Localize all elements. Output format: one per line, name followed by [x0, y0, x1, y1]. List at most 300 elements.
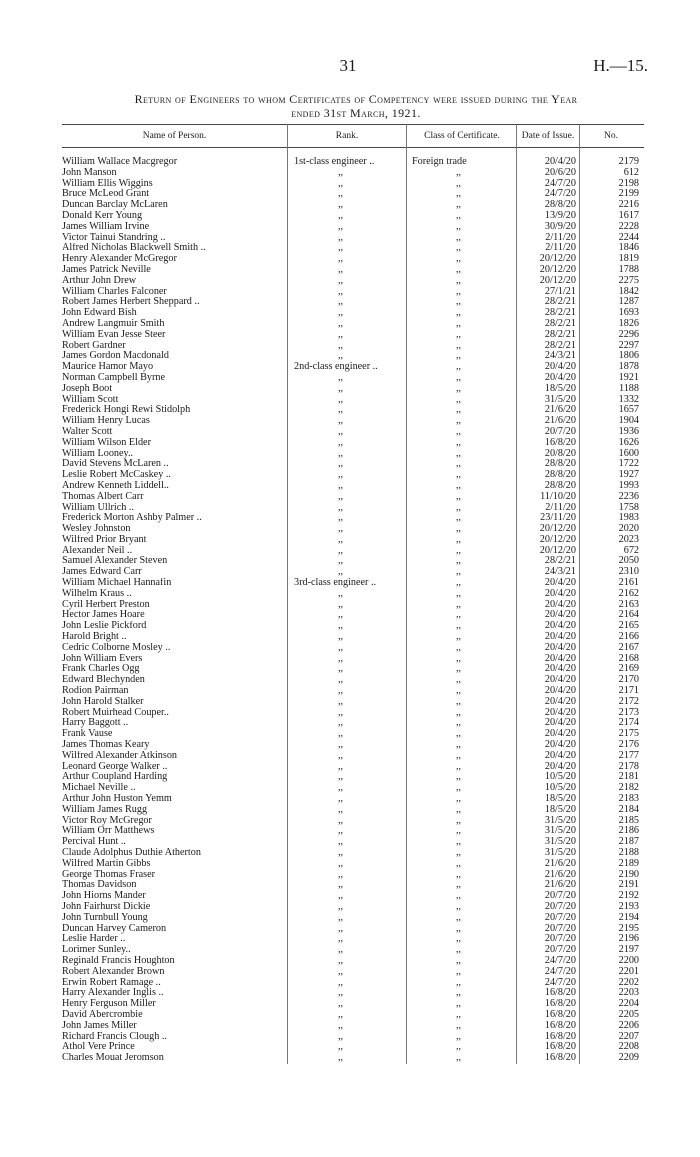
cell-number: 2296	[618, 328, 639, 340]
cell-class: ,,	[456, 848, 462, 858]
cell-number: 1758	[618, 501, 639, 513]
cell-name: Thomas Albert Carr	[62, 491, 144, 502]
cell-class: ,,	[456, 955, 462, 966]
cell-number: 2206	[618, 1019, 639, 1031]
cell-number: 2172	[618, 695, 639, 707]
cell-rank: ,,	[338, 696, 344, 707]
cell-date: 28/2/21	[544, 328, 576, 340]
cell-name: William Wilson Elder	[62, 437, 151, 448]
cell-date: 20/4/20	[544, 695, 576, 707]
cell-name: John Harold Stalker	[62, 696, 144, 707]
cell-name: John Turnbull Young	[62, 912, 148, 923]
cell-number: 2310	[618, 566, 639, 578]
cell-rank: ,,	[338, 254, 344, 265]
cell-class: ,,	[456, 394, 462, 405]
cell-rank: ,,	[338, 200, 344, 211]
cell-date: 28/2/21	[544, 339, 576, 351]
cell-name: Erwin Robert Ramage ..	[62, 977, 161, 988]
cell-class: ,,	[456, 707, 462, 718]
cell-class: ,,	[456, 318, 462, 329]
cell-rank: ,,	[338, 189, 344, 200]
table-body	[62, 157, 644, 1064]
cell-rank: ,,	[338, 448, 344, 459]
cell-rank: ,,	[338, 783, 344, 794]
cell-name: Duncan Harvey Cameron	[62, 923, 167, 934]
cell-rank: ,,	[338, 837, 344, 848]
cell-rank: ,,	[338, 999, 344, 1010]
cell-date: 30/9/20	[544, 220, 576, 232]
cell-number: 1600	[618, 447, 639, 459]
cell-name: Frank Vause	[62, 729, 113, 740]
cell-number: 2182	[618, 782, 639, 794]
cell-name: Victor Tainui Standring ..	[62, 232, 166, 243]
cell-rank: ,,	[338, 372, 344, 383]
cell-rank: ,,	[338, 567, 344, 578]
cell-number: 1993	[618, 479, 639, 491]
cell-rank: ,,	[338, 664, 344, 675]
cell-class: ,,	[456, 923, 462, 934]
cell-rank: ,,	[338, 977, 344, 988]
cell-name: Charles Mouat Jeromson	[62, 1053, 164, 1064]
cell-class: ,,	[456, 264, 462, 275]
cell-number: 2207	[618, 1030, 639, 1042]
cell-date: 20/4/20	[544, 739, 576, 751]
cell-number: 2189	[618, 857, 639, 869]
cell-number: 2178	[618, 760, 639, 772]
cell-name: Arthur Coupland Harding	[62, 772, 168, 783]
cell-rank: ,,	[338, 794, 344, 805]
cell-rank: ,,	[338, 729, 344, 740]
cell-rank: ,,	[338, 1020, 344, 1031]
cell-rank: ,,	[338, 513, 344, 524]
cell-name: Edward Blechynden	[62, 675, 145, 686]
cell-class: ,,	[456, 588, 462, 599]
cell-rank: ,,	[338, 740, 344, 751]
cell-class: ,,	[456, 189, 462, 200]
cell-number: 2196	[618, 933, 639, 945]
cell-class: ,,	[456, 167, 462, 178]
cell-number: 2190	[618, 868, 639, 880]
cell-class: ,,	[456, 977, 462, 988]
cell-number: 1904	[618, 415, 639, 427]
cell-number: 2200	[618, 954, 639, 966]
cell-rank: ,,	[338, 826, 344, 837]
cell-number: 1626	[618, 436, 639, 448]
cell-class: ,,	[456, 254, 462, 265]
cell-date: 20/12/20	[539, 253, 576, 265]
cell-rank: ,,	[338, 405, 344, 416]
cell-date: 20/7/20	[544, 890, 576, 902]
cell-class: ,,	[456, 696, 462, 707]
cell-class: ,,	[456, 502, 462, 513]
cell-date: 20/7/20	[544, 425, 576, 437]
cell-date: 20/4/20	[544, 577, 576, 589]
cell-date: 20/4/20	[544, 587, 576, 599]
cell-class: ,,	[456, 718, 462, 729]
cell-name: William Orr Matthews	[62, 826, 155, 837]
cell-date: 28/8/20	[544, 458, 576, 470]
cell-rank: ,,	[338, 848, 344, 858]
cell-class: ,,	[456, 988, 462, 999]
table-row	[62, 168, 644, 179]
table-row	[62, 384, 644, 395]
cell-date: 18/5/20	[544, 803, 576, 815]
cell-class: ,,	[456, 945, 462, 956]
cell-number: 2165	[618, 620, 639, 632]
cell-rank: ,,	[338, 610, 344, 621]
cell-name: Alfred Nicholas Blackwell Smith ..	[62, 243, 206, 254]
cell-class: ,,	[456, 275, 462, 286]
cell-date: 20/7/20	[544, 944, 576, 956]
cell-number: 2175	[618, 728, 639, 740]
cell-name: Bruce McLeod Grant	[62, 189, 150, 200]
cell-name: Norman Campbell Byrne	[62, 372, 165, 383]
cell-name: John Leslie Pickford	[62, 621, 147, 632]
cell-name: William Ellis Wiggins	[62, 178, 153, 189]
cell-rank: ,,	[338, 966, 344, 977]
cell-class: ,,	[456, 416, 462, 427]
cell-date: 21/6/20	[544, 404, 576, 416]
cell-class: ,,	[456, 1020, 462, 1031]
cell-name: George Thomas Fraser	[62, 869, 155, 880]
cell-name: John Edward Bish	[62, 308, 137, 319]
cell-number: 2198	[618, 177, 639, 189]
cell-name: David Abercrombie	[62, 1009, 143, 1020]
cell-number: 1846	[618, 242, 639, 254]
cell-number: 1657	[618, 404, 639, 416]
page-number: 31	[339, 56, 357, 75]
cell-name: Claude Adolphus Duthie Atherton	[62, 848, 201, 858]
cell-class: ,,	[456, 1009, 462, 1020]
cell-rank: ,,	[338, 988, 344, 999]
cell-class: ,,	[456, 480, 462, 491]
cell-rank: 1st-class engineer ..	[294, 157, 375, 167]
cell-rank: ,,	[338, 426, 344, 437]
cell-date: 24/7/20	[544, 188, 576, 200]
cell-date: 31/5/20	[544, 836, 576, 848]
cell-class: ,,	[456, 243, 462, 254]
cell-number: 672	[623, 544, 639, 556]
cell-number: 2236	[618, 490, 639, 502]
cell-name: William James Rugg	[62, 804, 148, 815]
cell-date: 20/4/20	[544, 685, 576, 697]
cell-date: 21/6/20	[544, 415, 576, 427]
cell-class: ,,	[456, 804, 462, 815]
cell-rank: ,,	[338, 470, 344, 481]
cell-name: Frank Charles Ogg	[62, 664, 140, 675]
cell-name: Leslie Harder ..	[62, 934, 126, 945]
cell-date: 20/8/20	[544, 447, 576, 459]
cell-name: Cedric Colborne Mosley ..	[62, 642, 171, 653]
cell-class: ,,	[456, 286, 462, 297]
cell-rank: ,,	[338, 318, 344, 329]
cell-class: ,,	[456, 912, 462, 923]
cell-class: ,,	[456, 621, 462, 632]
cell-number: 2197	[618, 944, 639, 956]
table-row	[62, 751, 644, 762]
cell-number: 2177	[618, 749, 639, 761]
cell-number: 2202	[618, 976, 639, 988]
cell-date: 20/7/20	[544, 900, 576, 912]
cell-class: ,,	[456, 221, 462, 232]
cell-date: 18/5/20	[544, 382, 576, 394]
cell-number: 2167	[618, 641, 639, 653]
cell-class: ,,	[456, 329, 462, 340]
cell-rank: ,,	[338, 394, 344, 405]
cell-rank: ,,	[338, 167, 344, 178]
cell-rank: ,,	[338, 891, 344, 902]
cell-date: 28/2/21	[544, 317, 576, 329]
table-row	[62, 1021, 644, 1032]
cell-class: ,,	[456, 448, 462, 459]
cell-name: Samuel Alexander Steven	[62, 556, 168, 567]
cell-date: 28/8/20	[544, 469, 576, 481]
cell-number: 1188	[619, 382, 639, 394]
cell-rank: ,,	[338, 923, 344, 934]
cell-date: 28/8/20	[544, 479, 576, 491]
cell-date: 20/4/20	[544, 371, 576, 383]
cell-date: 27/1/21	[544, 285, 576, 297]
cell-date: 20/4/20	[544, 749, 576, 761]
cell-number: 2163	[618, 598, 639, 610]
cell-class: ,,	[456, 761, 462, 772]
cell-name: Leslie Robert McCaskey ..	[62, 470, 171, 481]
cell-name: Wesley Johnston	[62, 524, 131, 535]
cell-rank: ,,	[338, 901, 344, 912]
cell-date: 20/4/20	[544, 641, 576, 653]
cell-date: 20/4/20	[544, 728, 576, 740]
cell-rank: ,,	[338, 955, 344, 966]
cell-date: 20/4/20	[544, 674, 576, 686]
cell-class: ,,	[456, 383, 462, 394]
cell-name: Alexander Neil ..	[62, 545, 133, 556]
cell-date: 23/11/20	[540, 512, 576, 524]
cell-name: John Fairhurst Dickie	[62, 901, 151, 912]
cell-date: 20/4/20	[544, 717, 576, 729]
cell-rank: ,,	[338, 491, 344, 502]
cell-name: Frederick Morton Ashby Palmer ..	[62, 513, 202, 524]
cell-name: Robert Muirhead Couper..	[62, 707, 169, 718]
title-line-2: ended 31st March, 1921.	[291, 106, 421, 120]
cell-rank: ,,	[338, 286, 344, 297]
cell-class: ,,	[456, 750, 462, 761]
cell-number: 2174	[618, 717, 639, 729]
cell-number: 2199	[618, 188, 639, 200]
cell-number: 1826	[618, 317, 639, 329]
cell-rank: ,,	[338, 459, 344, 470]
cell-rank: ,,	[338, 264, 344, 275]
cell-date: 28/2/21	[544, 307, 576, 319]
cell-date: 20/12/20	[539, 263, 576, 275]
cell-rank: ,,	[338, 934, 344, 945]
cell-name: Reginald Francis Houghton	[62, 955, 175, 966]
cell-number: 2023	[618, 533, 639, 545]
cell-name: Rodion Pairman	[62, 686, 129, 697]
cell-class: ,,	[456, 362, 462, 373]
cell-rank: ,,	[338, 308, 344, 319]
cell-number: 2244	[618, 231, 639, 243]
cell-class: ,,	[456, 999, 462, 1010]
cell-name: William Charles Falconer	[62, 286, 167, 297]
cell-class: ,,	[456, 729, 462, 740]
cell-rank: ,,	[338, 858, 344, 869]
cell-number: 2181	[618, 771, 639, 783]
cell-name: Michael Neville ..	[62, 783, 136, 794]
cell-name: Wilhelm Kraus ..	[62, 588, 132, 599]
cell-number: 2164	[618, 609, 639, 621]
cell-date: 20/4/20	[544, 631, 576, 643]
cell-rank: ,,	[338, 804, 344, 815]
cell-date: 20/4/20	[544, 620, 576, 632]
cell-class: ,,	[456, 534, 462, 545]
cell-rank: ,,	[338, 297, 344, 308]
cell-name: Victor Roy McGregor	[62, 815, 152, 826]
cell-name: Henry Alexander McGregor	[62, 254, 177, 265]
cell-date: 21/6/20	[544, 879, 576, 891]
cell-name: Lorimer Sunley..	[62, 945, 131, 956]
cell-name: Harold Bright ..	[62, 632, 127, 643]
cell-number: 2203	[618, 987, 639, 999]
cell-date: 10/5/20	[544, 771, 576, 783]
cell-class: ,,	[456, 772, 462, 783]
document-title	[56, 92, 656, 120]
cell-number: 2208	[618, 1041, 639, 1053]
cell-number: 1332	[618, 393, 639, 405]
document-reference: H.—15.	[593, 56, 648, 75]
table-row	[62, 805, 644, 816]
cell-class: ,,	[456, 437, 462, 448]
cell-name: Henry Ferguson Miller	[62, 999, 156, 1010]
cell-date: 10/5/20	[544, 782, 576, 794]
cell-date: 28/2/21	[544, 296, 576, 308]
cell-number: 2205	[618, 1008, 639, 1020]
cell-class: ,,	[456, 664, 462, 675]
cell-rank: ,,	[338, 1042, 344, 1053]
cell-name: James William Irvine	[62, 221, 150, 232]
header-date: Date of Issue.	[521, 131, 575, 141]
cell-name: John William Evers	[62, 653, 143, 664]
cell-rank: 3rd-class engineer ..	[294, 578, 377, 589]
cell-name: Wilfred Alexander Atkinson	[62, 750, 178, 761]
cell-date: 16/8/20	[544, 998, 576, 1010]
cell-date: 20/7/20	[544, 911, 576, 923]
cell-name: Wilfred Prior Bryant	[62, 534, 147, 545]
cell-number: 2185	[618, 814, 639, 826]
cell-date: 16/8/20	[544, 1041, 576, 1053]
cell-name: William Ullrich ..	[62, 502, 135, 513]
cell-date: 16/8/20	[544, 436, 576, 448]
cell-date: 31/5/20	[544, 847, 576, 858]
cell-date: 20/7/20	[544, 922, 576, 934]
cell-date: 16/8/20	[544, 1008, 576, 1020]
cell-rank: ,,	[338, 437, 344, 448]
cell-number: 1842	[618, 285, 639, 297]
cell-number: 2194	[618, 911, 639, 923]
cell-number: 1927	[618, 469, 639, 481]
cell-date: 20/4/20	[544, 156, 576, 167]
cell-rank: ,,	[338, 707, 344, 718]
cell-date: 20/4/20	[544, 652, 576, 664]
cell-date: 20/6/20	[544, 166, 576, 178]
cell-date: 24/3/21	[544, 350, 576, 362]
cell-rank: ,,	[338, 502, 344, 513]
cell-class: ,,	[456, 351, 462, 362]
cell-rank: ,,	[338, 221, 344, 232]
cell-number: 2169	[618, 663, 639, 675]
cell-number: 1806	[618, 350, 639, 362]
cell-class: ,,	[456, 815, 462, 826]
cell-number: 1921	[618, 371, 639, 383]
cell-rank: ,,	[338, 545, 344, 556]
cell-date: 21/6/20	[544, 868, 576, 880]
cell-rank: ,,	[338, 210, 344, 221]
table-row	[62, 913, 644, 924]
cell-rank: ,,	[338, 945, 344, 956]
cell-name: William Michael Hannafin	[62, 578, 172, 589]
cell-number: 1722	[618, 458, 639, 470]
cell-name: Wilfred Martin Gibbs	[62, 858, 151, 869]
table-row	[62, 967, 644, 978]
cell-class: ,,	[456, 901, 462, 912]
cell-date: 24/7/20	[544, 954, 576, 966]
header-rank: Rank.	[335, 131, 359, 141]
cell-name: Joseph Boot	[62, 383, 113, 394]
cell-rank: ,,	[338, 556, 344, 567]
cell-class: ,,	[456, 308, 462, 319]
cell-date: 16/8/20	[544, 1019, 576, 1031]
cell-class: Foreign trade	[412, 157, 467, 167]
cell-name: Andrew Kenneth Liddell..	[62, 480, 169, 491]
cell-date: 28/2/21	[544, 555, 576, 567]
cell-name: William Evan Jesse Steer	[62, 329, 166, 340]
cell-date: 20/4/20	[544, 361, 576, 373]
cell-name: Robert James Herbert Sheppard ..	[62, 297, 200, 308]
cell-number: 2228	[618, 220, 639, 232]
cell-date: 20/4/20	[544, 663, 576, 675]
cell-date: 2/11/20	[545, 242, 576, 254]
cell-name: William Henry Lucas	[62, 416, 150, 427]
cell-rank: ,,	[338, 524, 344, 535]
cell-rank: ,,	[338, 642, 344, 653]
cell-number: 1936	[618, 425, 639, 437]
cell-date: 20/4/20	[544, 609, 576, 621]
cell-number: 2184	[618, 803, 639, 815]
cell-name: Harry Alexander Inglis ..	[62, 988, 164, 999]
cell-date: 11/10/20	[540, 490, 576, 502]
cell-date: 31/5/20	[544, 825, 576, 837]
cell-name: William Looney..	[62, 448, 134, 459]
cell-rank: ,,	[338, 1009, 344, 1020]
cell-rank: ,,	[338, 329, 344, 340]
cell-class: ,,	[456, 966, 462, 977]
cell-name: Harry Baggott ..	[62, 718, 129, 729]
cell-class: ,,	[456, 200, 462, 211]
cell-name: Donald Kerr Young	[62, 210, 143, 221]
cell-date: 24/7/20	[544, 965, 576, 977]
cell-name: Percival Hunt ..	[62, 837, 126, 848]
cell-class: ,,	[456, 556, 462, 567]
cell-class: ,,	[456, 642, 462, 653]
cell-rank: ,,	[338, 750, 344, 761]
cell-rank: ,,	[338, 383, 344, 394]
cell-class: ,,	[456, 372, 462, 383]
cell-date: 31/5/20	[544, 393, 576, 405]
table-row	[62, 438, 644, 449]
table-header-rule	[62, 147, 644, 148]
cell-number: 2204	[618, 998, 639, 1010]
cell-class: ,,	[456, 297, 462, 308]
cell-class: ,,	[456, 686, 462, 697]
